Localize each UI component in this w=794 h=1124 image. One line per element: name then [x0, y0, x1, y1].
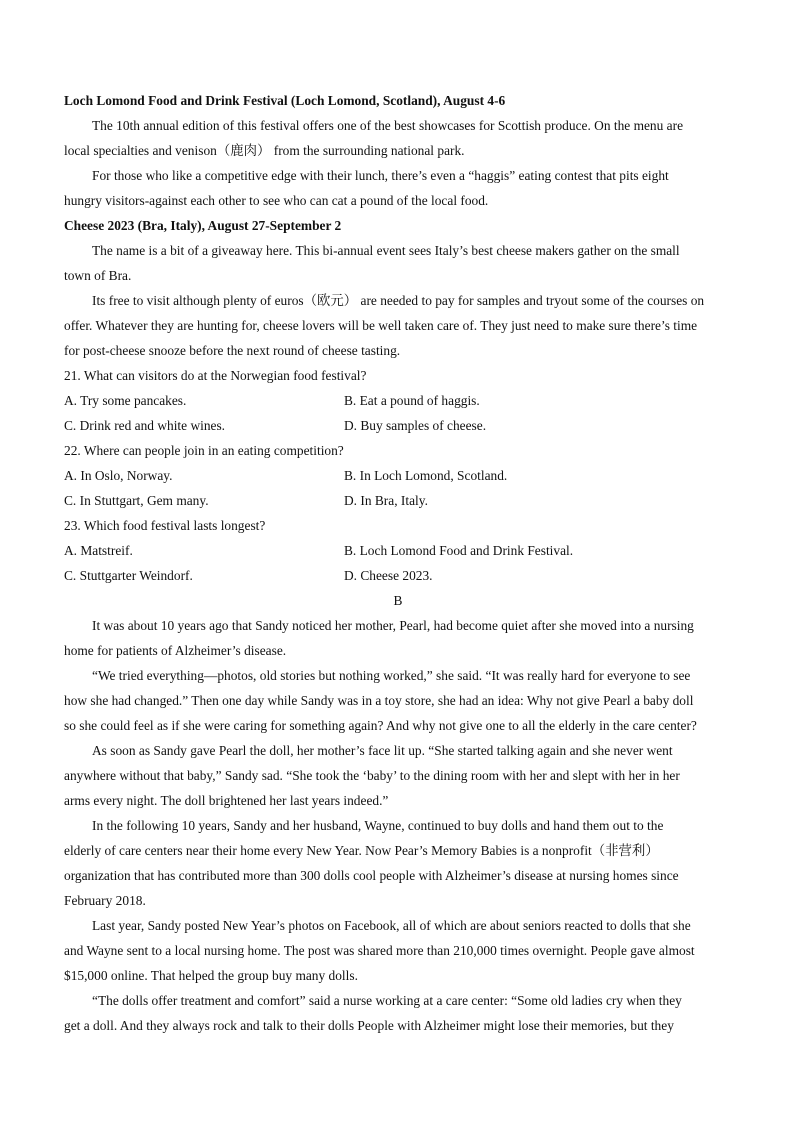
paragraph-line: offer. Whatever they are hunting for, cheese lovers will be well taken care of. They just need to make sure there’s time [64, 318, 698, 333]
option-c: C. Drink red and white wines. [64, 418, 226, 433]
paragraph-line: As soon as Sandy gave Pearl the doll, her mother’s face lit up. “She started talking again and she never went [92, 743, 673, 758]
paragraph-line: town of Bra. [64, 268, 132, 283]
options-row [64, 388, 732, 413]
paragraph-line: so she could feel as if she were caring for something again? And why not give one to all the elderly in the care center? [64, 718, 697, 733]
paragraph-line: arms every night. The doll brightened her last years indeed.” [64, 793, 389, 808]
paragraph-line: $15,000 online. That helped the group buy many dolls. [64, 968, 358, 983]
options-row [64, 463, 732, 488]
paragraph-line: In the following 10 years, Sandy and her husband, Wayne, continued to buy dolls and hand them out to the [92, 818, 664, 833]
question-21 [64, 363, 732, 438]
paragraph-line: February 2018. [64, 893, 146, 908]
options-row [64, 413, 732, 438]
paragraph-line: for post-cheese snooze before the next round of cheese tasting. [64, 343, 401, 358]
passage-label-b: B [393, 593, 403, 608]
option-a: A. Try some pancakes. [64, 393, 187, 408]
option-d: D. Buy samples of cheese. [344, 418, 487, 433]
question-stem: 22. Where can people join in an eating competition? [64, 443, 344, 458]
option-d: D. Cheese 2023. [344, 568, 433, 583]
paragraph-line: Last year, Sandy posted New Year’s photos on Facebook, all of which are about seniors reacted to dolls that she [92, 918, 691, 933]
option-a: A. In Oslo, Norway. [64, 468, 173, 483]
paragraph-line: local specialties and venison（鹿肉） from the surrounding national park. [64, 143, 465, 158]
option-a: A. Matstreif. [64, 543, 133, 558]
options-row [64, 538, 732, 563]
paragraph-line: anywhere without that baby,” Sandy sad. “She took the ‘baby’ to the dining room with her and slept with her in her [64, 768, 680, 783]
paragraph-line: elderly of care centers near their home every New Year. Now Pear’s Memory Babies is a nonprofit（非营利） [64, 843, 659, 858]
festival-heading-cheese: Cheese 2023 (Bra, Italy), August 27-September 2 [64, 218, 342, 233]
question-23 [64, 513, 732, 588]
paragraph-line: “The dolls offer treatment and comfort” said a nurse working at a care center: “Some old ladies cry when they [92, 993, 682, 1008]
option-c: C. Stuttgarter Weindorf. [64, 568, 193, 583]
question-stem: 21. What can visitors do at the Norwegian food festival? [64, 368, 367, 383]
paragraph-line: hungry visitors-against each other to see who can cat a pound of the local food. [64, 193, 489, 208]
paragraph-line: Its free to visit although plenty of euros（欧元） are needed to pay for samples and tryout some of the courses on [92, 293, 705, 308]
paragraph-line: home for patients of Alzheimer’s disease. [64, 643, 287, 658]
options-row [64, 563, 732, 588]
paragraph-line: It was about 10 years ago that Sandy noticed her mother, Pearl, had become quiet after she moved into a nursing [92, 618, 694, 633]
paragraph-line: The 10th annual edition of this festival offers one of the best showcases for Scottish produce. On the menu are [92, 118, 684, 133]
paragraph-line: organization that has contributed more than 300 dolls cool people with Alzheimer’s disease at nursing homes since [64, 868, 679, 883]
festival-heading-loch-lomond: Loch Lomond Food and Drink Festival (Loch Lomond, Scotland), August 4-6 [64, 93, 506, 108]
question-stem: 23. Which food festival lasts longest? [64, 518, 266, 533]
option-b: B. Eat a pound of haggis. [344, 393, 480, 408]
option-b: B. Loch Lomond Food and Drink Festival. [344, 543, 574, 558]
document-content [64, 88, 732, 1038]
paragraph-line: The name is a bit of a giveaway here. This bi-annual event sees Italy’s best cheese makers gather on the small [92, 243, 680, 258]
paragraph-line: “We tried everything—photos, old stories but nothing worked,” she said. “It was really hard for everyone to see [92, 668, 691, 683]
option-c: C. In Stuttgart, Gem many. [64, 493, 209, 508]
options-row [64, 488, 732, 513]
paragraph-line: get a doll. And they always rock and talk to their dolls People with Alzheimer might lose their memories, but they [64, 1018, 674, 1033]
paragraph-line: how she had changed.” Then one day while Sandy was in a toy store, she had an idea: Why not give Pearl a baby doll [64, 693, 694, 708]
paragraph-line: For those who like a competitive edge with their lunch, there’s even a “haggis” eating contest that pits eight [92, 168, 669, 183]
paragraph-line: and Wayne sent to a local nursing home. The post was shared more than 210,000 times overnight. People gave almost [64, 943, 695, 958]
option-d: D. In Bra, Italy. [344, 493, 428, 508]
option-b: B. In Loch Lomond, Scotland. [344, 468, 508, 483]
question-22 [64, 438, 732, 513]
